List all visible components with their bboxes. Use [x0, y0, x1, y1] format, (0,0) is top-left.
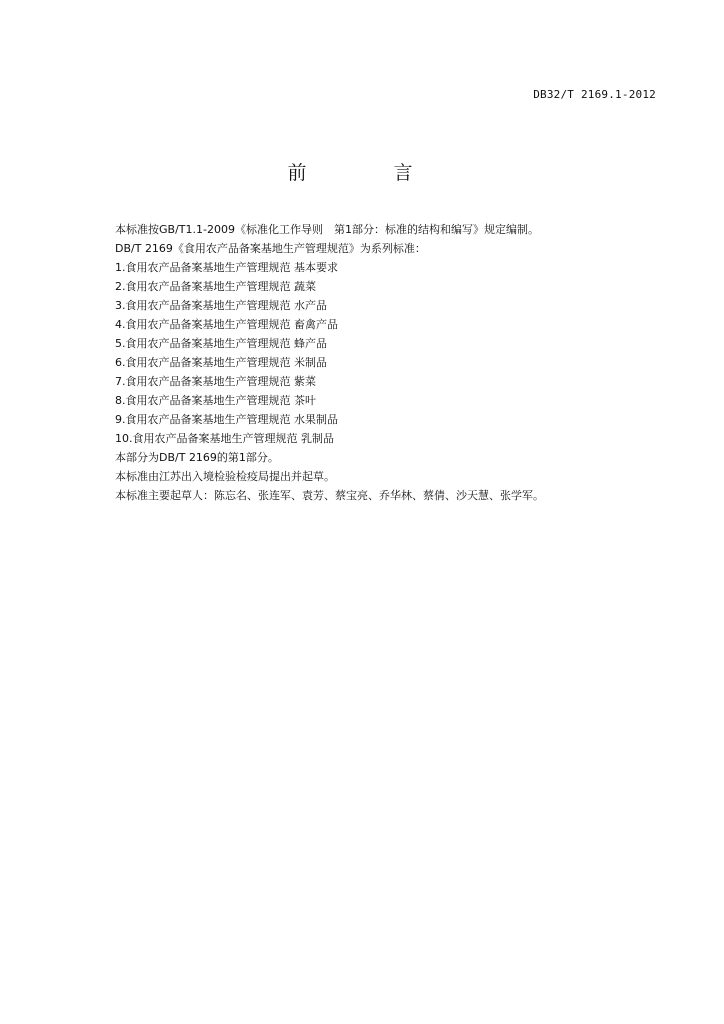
- series-list-item: 2.食用农产品备案基地生产管理规范 蔬菜: [115, 280, 316, 293]
- foreword-line: DB/T 2169《食用农产品备案基地生产管理规范》为系列标准：: [115, 242, 426, 255]
- series-list-item: 7.食用农产品备案基地生产管理规范 紫菜: [115, 375, 316, 388]
- series-list-item: 5.食用农产品备案基地生产管理规范 蜂产品: [115, 337, 327, 350]
- foreword-line: 本部分为DB/T 2169的第1部分。: [115, 451, 279, 464]
- drafters-line: 本标准主要起草人：陈忘名、张连军、袁芳、蔡宝亮、乔华林、蔡倩、沙天慧、张学军。: [115, 489, 544, 502]
- series-list-item: 6.食用农产品备案基地生产管理规范 米制品: [115, 356, 327, 369]
- series-list-item: 4.食用农产品备案基地生产管理规范 畜禽产品: [115, 318, 338, 331]
- series-list-item: 1.食用农产品备案基地生产管理规范 基本要求: [115, 261, 338, 274]
- foreword-line: 本标准由江苏出入境检验检疫局提出并起草。: [115, 470, 335, 483]
- foreword-line: 本标准按GB/T1.1-2009《标准化工作导则 第1部分：标准的结构和编写》规定编制。: [115, 223, 539, 236]
- series-list-item: 9.食用农产品备案基地生产管理规范 水果制品: [115, 413, 338, 426]
- standard-number: DB32/T 2169.1-2012: [533, 88, 656, 101]
- series-list-item: 10.食用农产品备案基地生产管理规范 乳制品: [115, 432, 334, 445]
- series-list-item: 8.食用农产品备案基地生产管理规范 茶叶: [115, 394, 316, 407]
- page-title: 前 言: [287, 162, 447, 184]
- series-list-item: 3.食用农产品备案基地生产管理规范 水产品: [115, 299, 327, 312]
- foreword-body: [115, 220, 675, 505]
